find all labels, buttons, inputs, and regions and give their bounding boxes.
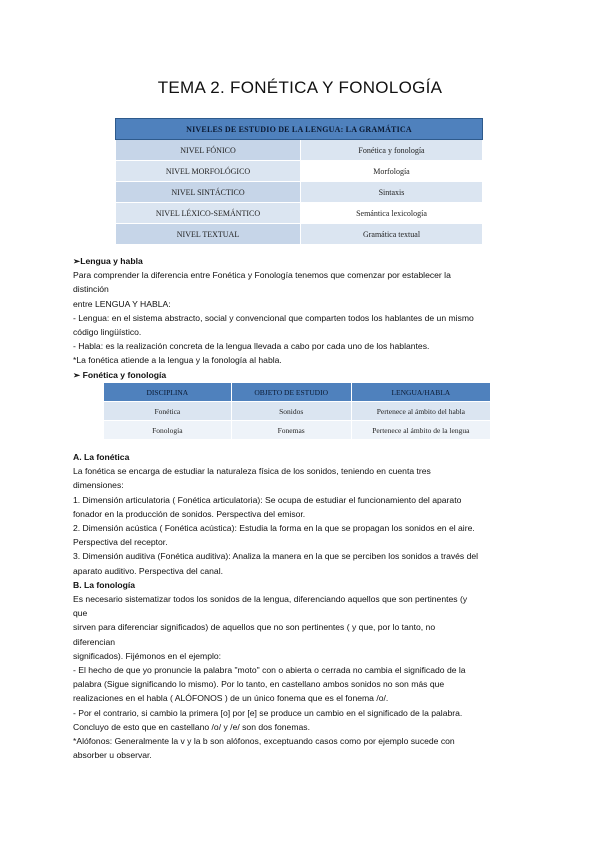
table-cell: Pertenece al ámbito del habla: [351, 402, 490, 421]
discipline-cell: Fonética y fonología: [301, 140, 483, 161]
table-row: [116, 161, 483, 182]
page-title: TEMA 2. FONÉTICA Y FONOLOGÍA: [157, 78, 443, 97]
paragraph-line: código lingüístico.: [73, 327, 142, 338]
paragraph-line: Es necesario sistematizar todos los sonidos de la lengua, diferenciando aquellos que son pertinentes (y: [73, 594, 468, 605]
discipline-table: [103, 382, 491, 440]
paragraph-line: - Lengua: en el sistema abstracto, social y convencional que comparten todos los hablantes de un mismo: [73, 312, 474, 323]
paragraph-line: Concluyo de esto que en castellano /o/ y /e/ son dos fonemas.: [73, 721, 310, 732]
level-cell: NIVEL FÓNICO: [116, 140, 301, 161]
paragraph-line: 1. Dimensión articulatoria ( Fonética articulatoria): Se ocupa de estudiar el funcionamiento del aparato: [73, 494, 462, 505]
table-cell: Fonemas: [231, 421, 351, 440]
paragraph-line: sirven para diferenciar significados) de aquellos que no son pertinentes ( y que, por lo tanto, no: [73, 622, 436, 633]
paragraph-line: *Alófonos: Generalmente la v y la b son alófonos, exceptuando casos como por ejemplo sucede con: [73, 736, 455, 747]
table-header-row: [104, 383, 491, 402]
paragraph-line: diferencian: [73, 636, 116, 647]
paragraph-line: - El hecho de que yo pronuncie la palabra "moto" con o abierta o cerrada no cambia el significado de la: [73, 665, 466, 676]
paragraph-line: entre LENGUA Y HABLA:: [73, 298, 171, 309]
table-row: [116, 224, 483, 245]
paragraph-line: aparato auditivo. Perspectiva del canal.: [73, 565, 224, 576]
table-header: NIVELES DE ESTUDIO DE LA LENGUA: LA GRAMÁTICA: [116, 119, 483, 140]
paragraph-line: - Por el contrario, si cambio la primera [o] por [e] se produce un cambio en el significado de la palabra.: [73, 707, 463, 718]
paragraph-line: fonador en la producción de sonidos. Perspectiva del emisor.: [73, 508, 306, 519]
table-row: [116, 182, 483, 203]
grammar-levels-table: [115, 118, 483, 245]
level-cell: NIVEL LÉXICO-SEMÁNTICO: [116, 203, 301, 224]
table-row: [104, 421, 491, 440]
paragraph-line: *La fonética atiende a la lengua y la fonología al habla.: [73, 355, 282, 366]
heading-la-fonologia: B. La fonología: [73, 579, 136, 590]
heading-la-fonetica: A. La fonética: [73, 452, 130, 462]
paragraph-line: La fonética se encarga de estudiar la naturaleza física de los sonidos, teniendo en cuenta tres: [73, 466, 431, 477]
paragraph-line: dimensiones:: [73, 480, 124, 491]
discipline-cell: Morfología: [301, 161, 483, 182]
paragraph-line: Para comprender la diferencia entre Fonética y Fonología tenemos que comenzar por establecer la: [73, 270, 451, 281]
table-cell: Fonética: [104, 402, 232, 421]
section-fonetica: [73, 450, 543, 762]
paragraph-line: Perspectiva del receptor.: [73, 537, 168, 548]
table-cell: Fonología: [104, 421, 232, 440]
section-lengua-habla: [73, 254, 543, 382]
column-header: OBJETO DE ESTUDIO: [231, 383, 351, 402]
level-cell: NIVEL MORFOLÓGICO: [116, 161, 301, 182]
level-cell: NIVEL TEXTUAL: [116, 224, 301, 245]
paragraph-line: que: [73, 608, 88, 619]
table-row: [116, 140, 483, 161]
heading-fonetica-fonologia: ➢ Fonética y fonología: [73, 369, 167, 380]
column-header: LENGUA/HABLA: [351, 383, 490, 402]
paragraph-line: 2. Dimensión acústica ( Fonética acústica): Estudia la forma en la que se propagan los sonidos en el aire.: [73, 523, 475, 534]
paragraph-line: 3. Dimensión auditiva (Fonética auditiva): Analiza la manera en la que se perciben los sonidos a través del: [73, 551, 479, 562]
table-cell: Pertenece al ámbito de la lengua: [351, 421, 490, 440]
discipline-cell: Gramática textual: [301, 224, 483, 245]
column-header: DISCIPLINA: [104, 383, 232, 402]
table-row: [104, 402, 491, 421]
paragraph-line: palabra (Sigue significando lo mismo). Por lo tanto, en castellano ambos sonidos no son más que: [73, 679, 445, 690]
paragraph-line: absorber u observar.: [73, 750, 152, 761]
table-cell: Sonidos: [231, 402, 351, 421]
discipline-cell: Sintaxis: [301, 182, 483, 203]
table-row: [116, 203, 483, 224]
paragraph-line: significados). Fijémonos en el ejemplo:: [73, 650, 222, 661]
discipline-cell: Semántica lexicología: [301, 203, 483, 224]
paragraph-line: - Habla: es la realización concreta de la lengua llevada a cabo por cada uno de los hablantes.: [73, 341, 430, 352]
paragraph-line: distinción: [73, 284, 109, 295]
heading-lengua-habla: ➢Lengua y habla: [73, 256, 143, 266]
level-cell: NIVEL SINTÁCTICO: [116, 182, 301, 203]
paragraph-line: realizaciones en el habla ( ALÓFONOS ) de un único fonema que es el fonema /o/.: [73, 693, 389, 704]
